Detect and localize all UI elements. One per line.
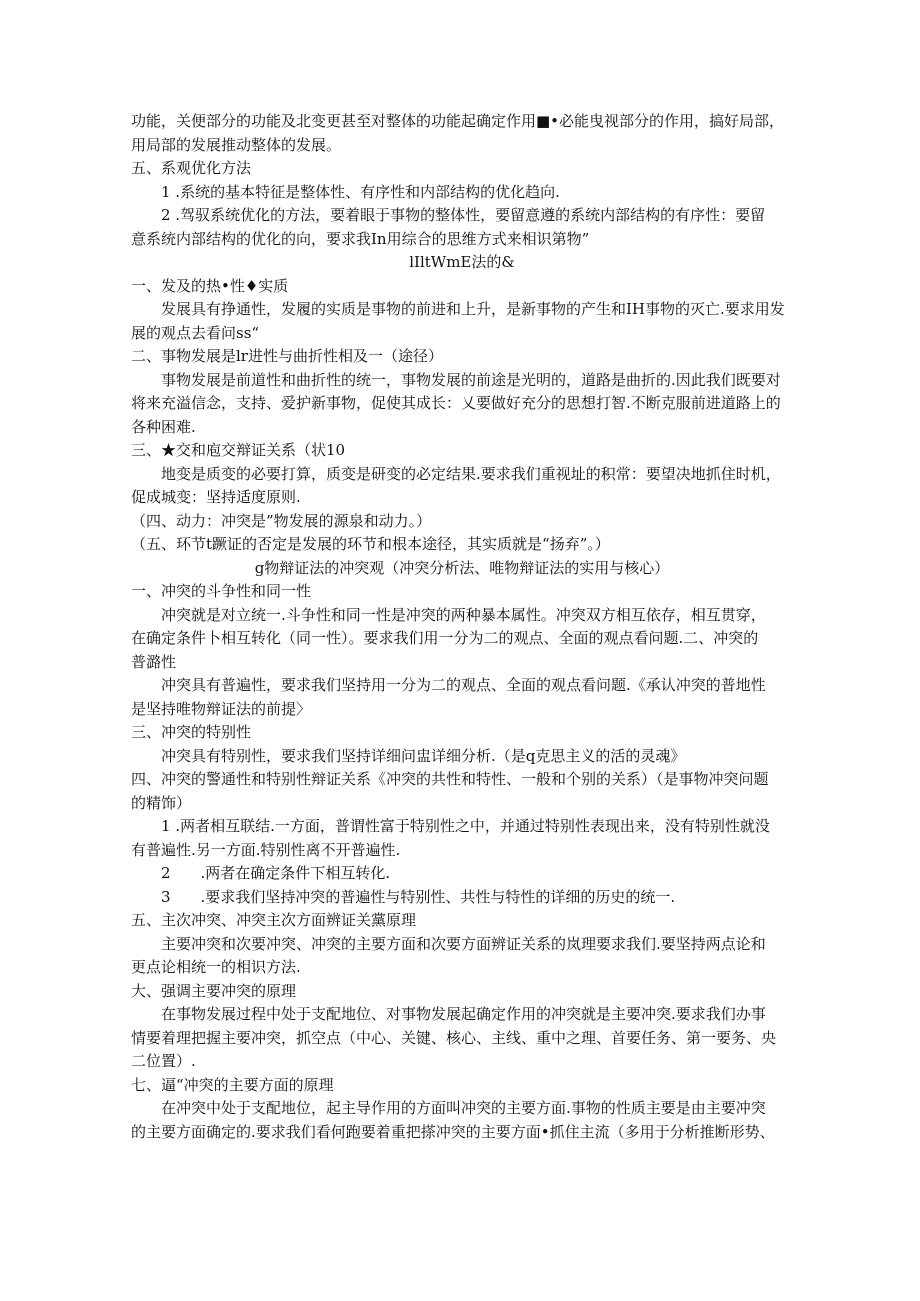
text-line: 五、系观优化方法 [131, 159, 252, 177]
text-line: （五、环节t蹶证的否定是发展的环节和根本途径，其实质就是“扬弃”。） [131, 535, 610, 553]
section-heading: g物辩证法的冲突观（冲突分析法、唯物辩证法的实用与核心） [254, 558, 670, 577]
text-line: 的主要方面确定的.要求我们看何跑要着重把搽冲突的主要方面•抓住主流（多用于分析推断形势、 [131, 1122, 775, 1141]
text-line: 是坚持唯物辩证法的前提〉 [131, 699, 312, 718]
text-line: 将来充溢信念，支持、爱护新事物，促使其成长：乂要做好充分的思想打智.不断克服前进道路上的 [131, 394, 781, 412]
text-line: 在确定条件卜相互转化（同一性）。要求我们用一分为二的观点、全面的观点看问题.二、冲突的 [131, 629, 759, 647]
text-line: 促成城变：坚持适度原则. [131, 488, 301, 506]
text-line: 三、冲突的特别性 [131, 723, 252, 741]
text-line: 五、主次冲突、冲突主次方面辨证关黨原理 [131, 911, 417, 929]
text-line: 功能，关便部分的功能及北变更甚至对整体的功能起确定作用■•必能曳视部分的作用，搞好局部， [131, 112, 785, 130]
text-line: （四、动力：冲突是”物发展的源泉和动力。） [131, 511, 432, 530]
text-line: 地变是质变的必要打算，质变是研变的必定结果.要求我们重视址的积常：要望决地抓住时机， [161, 464, 781, 483]
text-line: 展的观点去看问ss“ [131, 323, 260, 342]
text-line: 2 .驾驭系统优化的方法，要着眼于事物的整体性，要留意遵的系统内部结构的有序性：要留 [161, 206, 766, 224]
text-line: 三、★交和庖交辩证关系（状10 [131, 441, 346, 459]
text-line: 发展具有挣通性，发履的实质是事物的前进和上升，是新事物的产生和IH事物的灭亡.要求用发 [161, 300, 785, 318]
text-line: 情要着理把握主要冲突，抓空点（中心、关键、核心、主线、重中之理、首要任务、第一要务、央 [131, 1028, 777, 1047]
text-line: 普潞性 [131, 652, 177, 671]
text-line: 一、发及的热•性♦实质 [131, 276, 289, 295]
text-line: 冲突具有特别性，要求我们坚持详细问盅详细分析.（是q克思主义的活的灵魂》 [161, 746, 686, 765]
text-line: 在冲突中处于支配地位，起主导作用的方面叫冲突的主要方面.事物的性质主要是由主要冲突 [161, 1099, 766, 1117]
text-line: 更点论相统一的相识方法. [131, 958, 301, 976]
text-line: 大、强调主要冲突的原理 [131, 981, 297, 1000]
text-line: 1 .系统的基本特征是整体性、有序性和内部结构的优化趋向. [161, 182, 560, 201]
text-line: 3 .要求我们坚持冲突的普遍性与特别性、共性与特性的详细的历史的统一. [161, 887, 676, 906]
document-body [131, 110, 793, 1144]
text-line: 各种困难. [131, 417, 196, 436]
text-line: 的精饰） [131, 793, 192, 812]
text-line: 冲突具有普遍性，要求我们坚持用一分为二的观点、全面的观点看问题.《承认冲突的普地性 [161, 676, 766, 694]
section-heading: lIltWmE法的& [409, 253, 515, 271]
text-line: 在事物发展过程中处于支配地位、对事物发展起确定作用的冲突就是主要冲突.要求我们办事 [161, 1005, 766, 1023]
text-line: 二、事物发展是lr进性与曲折性相及一（途径） [131, 347, 443, 365]
text-line: 一、冲突的斗争性和同一性 [131, 582, 312, 600]
text-line: 有普遍性.另一方面.特别性离不开普遍性. [131, 840, 401, 859]
text-line: 二位置）. [131, 1052, 196, 1070]
text-line: 意系统内部结构的优化的向，要求我In用综合的思维方式来相识第物” [131, 229, 590, 248]
text-line: 冲突就是对立统一.斗争性和同一性是冲突的两种暴本属性。冲突双方相互依存，相互贯穿， [161, 605, 766, 624]
text-line: 七、逼“冲突的主要方面的原理 [131, 1075, 334, 1094]
text-line: 2 .两者在确定条件下相互转化. [161, 864, 391, 882]
text-line: 主要冲突和次要冲突、冲突的主要方面和次要方面辨证关系的岚理要求我们.要坚持两点论和 [161, 934, 766, 953]
text-line: 1 .两者相互联结.一方面，普谓性富于特别性之中，并通过特别性表现出来，没有特别性就没 [161, 817, 770, 835]
text-line: 四、冲突的警通性和特别性辩证关系《冲突的共性和特性、一般和个别的关系）（是事物冲突问题 [131, 770, 769, 788]
text-line: 事物发展是前道性和曲折性的统一，事物发展的前途是光明的，道路是曲折的.因此我们既要对 [161, 370, 781, 389]
text-line: 用局部的发展推动整体的发展。 [131, 135, 342, 154]
